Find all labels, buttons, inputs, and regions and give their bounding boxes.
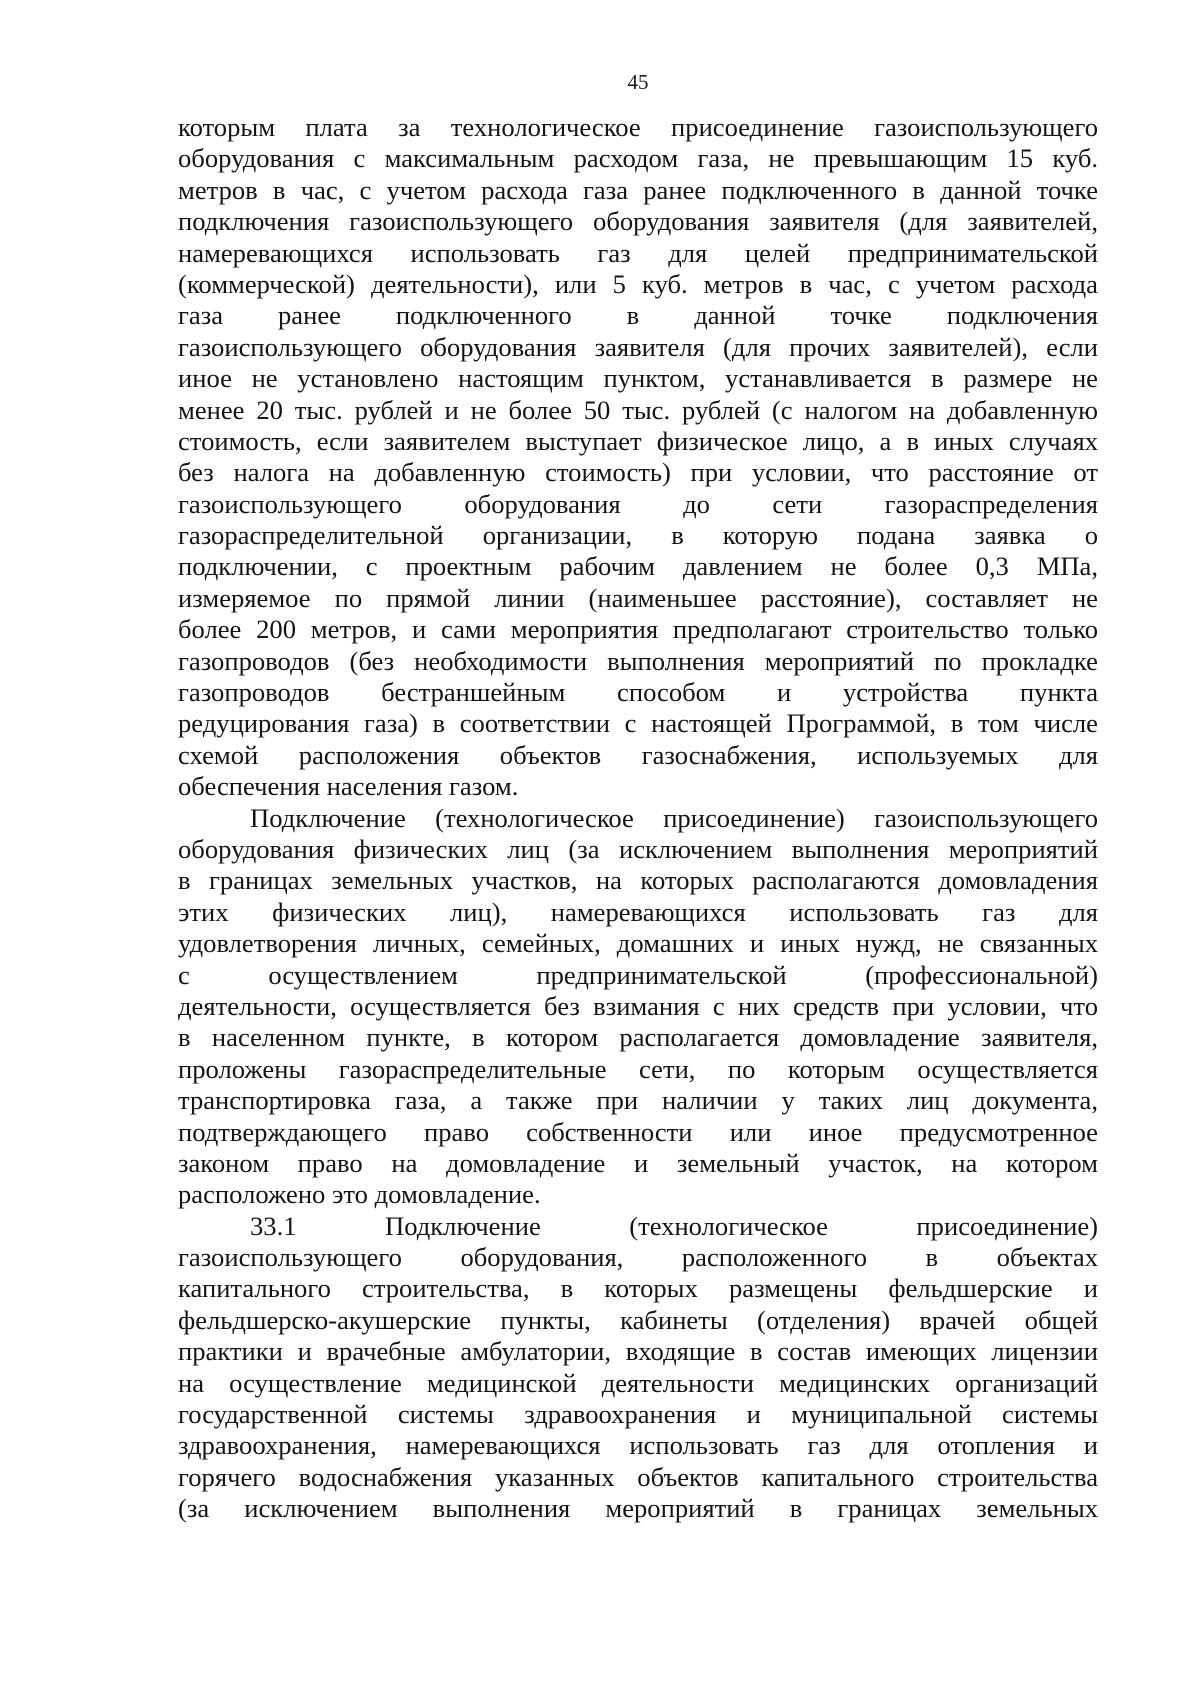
text-line: 33.1 Подключение (технологическое присоединение) [250,1210,1098,1241]
text-line: этих физических лиц), намеревающихся использовать газ для [178,896,1098,927]
text-line: газоиспользующего оборудования, расположенного в объектах [178,1242,1098,1273]
text-line: более 200 метров, и сами мероприятия предполагают строительство только [178,614,1098,645]
text-line: транспортировка газа, а также при наличии у таких лиц документа, [178,1085,1098,1116]
text-line: газа ранее подключенного в данной точке подключения [178,300,1098,331]
text-line: подтверждающего право собственности или иное предусмотренное [178,1116,1098,1147]
text-line: расположено это домовладение. [178,1179,541,1210]
text-line: деятельности, осуществляется без взимания с них средств при условии, что [178,990,1098,1021]
text-line: в границах земельных участков, на которых располагаются домовладения [178,865,1098,896]
text-line: оборудования физических лиц (за исключением выполнения мероприятий [178,833,1098,864]
text-line: газопроводов (без необходимости выполнения мероприятий по прокладке [178,645,1098,676]
text-line: (за исключением выполнения мероприятий в границах земельных [178,1493,1098,1524]
text-line: оборудования с максимальным расходом газа, не превышающим 15 куб. [178,143,1098,174]
text-line: (коммерческой) деятельности), или 5 куб. метров в час, с учетом расхода [178,268,1098,299]
text-line: которым плата за технологическое присоединение газоиспользующего [178,112,1098,142]
paragraph-2 [178,803,1098,1211]
text-line: стоимость, если заявителем выступает физическое лицо, а в иных случаях [178,425,1098,456]
text-line: с осуществлением предпринимательской (профессиональной) [178,959,1098,990]
body-text [178,112,1098,1525]
text-line: менее 20 тыс. рублей и не более 50 тыс. рублей (с налогом на добавленную [178,394,1098,425]
text-line: подключения газоиспользующего оборудования заявителя (для заявителей, [178,206,1098,237]
text-line: законом право на домовладение и земельный участок, на котором [178,1147,1098,1178]
paragraph-1 [178,112,1098,803]
text-line: газоиспользующего оборудования до сети газораспределения [178,488,1098,519]
text-line: газоиспользующего оборудования заявителя (для прочих заявителей), если [178,331,1098,362]
text-line: Подключение (технологическое присоединение) газоиспользующего [250,802,1098,833]
text-line: газопроводов бестраншейным способом и устройства пункта [178,677,1098,708]
text-line: фельдшерско-акушерские пункты, кабинеты (отделения) врачей общей [178,1304,1098,1335]
text-line: иное не установлено настоящим пунктом, устанавливается в размере не [178,363,1098,394]
text-line: практики и врачебные амбулатории, входящие в состав имеющих лицензии [178,1336,1098,1367]
paragraph-3 [178,1211,1098,1525]
text-line: удовлетворения личных, семейных, домашних и иных нужд, не связанных [178,928,1098,959]
text-line: на осуществление медицинской деятельности медицинских организаций [178,1367,1098,1398]
text-line: государственной системы здравоохранения и муниципальной системы [178,1399,1098,1430]
text-line: подключении, с проектным рабочим давлением не более 0,3 МПа, [178,551,1098,582]
text-line: без налога на добавленную стоимость) при условии, что расстояние от [178,457,1098,488]
text-line: здравоохранения, намеревающихся использовать газ для отопления и [178,1430,1098,1461]
text-line: схемой расположения объектов газоснабжения, используемых для [178,739,1098,770]
text-line: намеревающихся использовать газ для целей предпринимательской [178,237,1098,268]
text-line: газораспределительной организации, в которую подана заявка о [178,520,1098,551]
text-line: капитального строительства, в которых размещены фельдшерские и [178,1273,1098,1304]
text-line: горячего водоснабжения указанных объектов капитального строительства [178,1461,1098,1492]
text-line: редуцирования газа) в соответствии с настоящей Программой, в том числе [178,708,1098,739]
text-line: проложены газораспределительные сети, по которым осуществляется [178,1053,1098,1084]
page-number: 45 [627,70,649,94]
text-line: в населенном пункте, в котором располагается домовладение заявителя, [178,1022,1098,1053]
text-line: измеряемое по прямой линии (наименьшее расстояние), составляет не [178,582,1098,613]
text-line: обеспечения населения газом. [178,771,519,802]
text-line: метров в час, с учетом расхода газа ранее подключенного в данной точке [178,174,1098,205]
